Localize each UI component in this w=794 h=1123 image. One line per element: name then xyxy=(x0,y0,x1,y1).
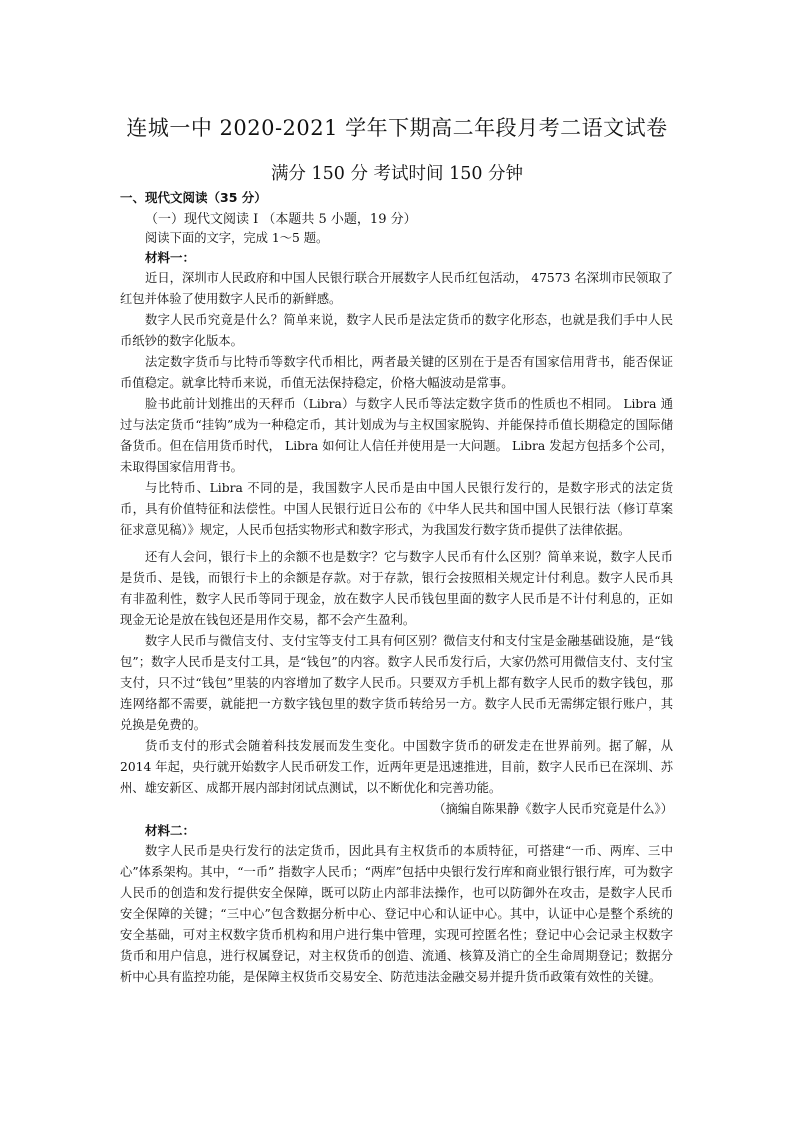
material1-heading: 材料一： xyxy=(145,250,196,265)
exam-title: 连城一中 2020-2021 学年下期高二年段月考二语文试卷 xyxy=(126,116,668,140)
material1-paragraph: 还有人会问，银行卡上的余额不也是数字？它与数字人民币有什么区别？简单来说，数字人民币是货币、是钱，而银行卡上的余额是存款。对于存款，银行会按照相关规定计付利息。数字人民币具有非盈利性，数字人民币等同于现金，放在数字人民币钱包里面的数字人民币是不计付利息的，正如现金无论是放在钱包还是用作交易，都不会产生盈利。 xyxy=(120,550,673,627)
material1-paragraph: 法定数字货币与比特币等数字代币相比，两者最关键的区别在于是否有国家信用背书，能否保证币值稳定。就拿比特币来说，币值无法保持稳定，价格大幅波动是常事。 xyxy=(120,355,673,390)
material2-paragraph: 数字人民币是央行发行的法定货币，因此具有主权货币的本质特征，可搭建“一币、两库、三中心”体系架构。其中，“一币” 指数字人民币；“两库”包括中央银行发行库和商业银行银行库，可为数字人民币的创造和发行提供安全保障，既可以防止内部非法操作，也可以防御外在攻击，是数字人民币安全保障的关键；“三中心”包含数据分析中心、登记中心和认证中心。其中，认证中心是整个系统的安全基础，可对主权数字货币机构和用户进行集中管理，实现可控匿名性；登记中心会记录主权数字货币和用户信息，进行权属登记，对主权货币的创造、流通、核算及消亡的全生命周期登记；数据分析中心具有监控功能，是保障主权货币交易安全、防范违法金融交易并提升货币政策有效性的关键。 xyxy=(120,844,673,984)
material1-paragraph: 货币支付的形式会随着科技发展而发生变化。中国数字货币的研发走在世界前列。据了解，从 2014 年起，央行就开始数字人民币研发工作，近两年更是迅速推进，目前，数字人民币已在深圳、苏州、雄安新区、成都开展内部封闭试点测试，以不断优化和完善功能。 xyxy=(120,739,673,795)
material1-paragraph: 数字人民币与微信支付、支付宝等支付工具有何区别？微信支付和支付宝是金融基础设施，是“钱包”；数字人民币是支付工具，是“钱包”的内容。数字人民币发行后，大家仍然可用微信支付、支付宝支付，只不过“钱包”里装的内容增加了数字人民币。只要双方手机上都有数字人民币的数字钱包，那连网络都不需要，就能把一方数字钱包里的数字货币转给另一方。数字人民币无需绑定银行账户，其兑换是免费的。 xyxy=(120,634,673,732)
material1-paragraph: 近日，深圳市人民政府和中国人民银行联合开展数字人民币红包活动， 47573 名深圳市民领取了红包并体验了使用数字人民币的新鲜感。 xyxy=(120,271,673,306)
material1-paragraph: 脸书此前计划推出的天秤币（Libra）与数字人民币等法定数字货币的性质也不相同。 Libra 通过与法定货币“挂钩”成为一种稳定币，其计划成为与主权国家脱钩、并能保持币值长期稳定的国际储备货币。但在信用货币时代， Libra 如何让人信任并使用是一大问题。 Libra 发起方包括多个公司，未取得国家信用背书。 xyxy=(120,397,673,474)
material1-paragraph: 与比特币、Libra 不同的是，我国数字人民币是由中国人民银行发行的，是数字形式的法定货币，具有价值特征和法偿性。中国人民银行近日公布的《中华人民共和国中国人民银行法（修订草案征求意见稿）》规定，人民币包括实物形式和数字形式，为我国发行数字货币提供了法律依据。 xyxy=(120,481,673,537)
material1-source: （摘编自陈果静《数字人民币究竟是什么》） xyxy=(433,802,673,816)
exam-subtitle: 满分 150 分 考试时间 150 分钟 xyxy=(270,164,524,184)
material1-paragraph: 数字人民币究竟是什么？简单来说，数字人民币是法定货币的数字化形态，也就是我们手中人民币纸钞的数字化版本。 xyxy=(120,313,673,348)
instruction-text: 阅读下面的文字，完成 1～5 题。 xyxy=(145,231,329,245)
section-heading: 一、现代文阅读（35 分） xyxy=(120,190,267,205)
reading-passage xyxy=(120,231,673,988)
material2-heading: 材料二： xyxy=(145,823,196,838)
subsection-heading: （一）现代文阅读 I （本题共 5 小题，19 分） xyxy=(145,212,417,227)
